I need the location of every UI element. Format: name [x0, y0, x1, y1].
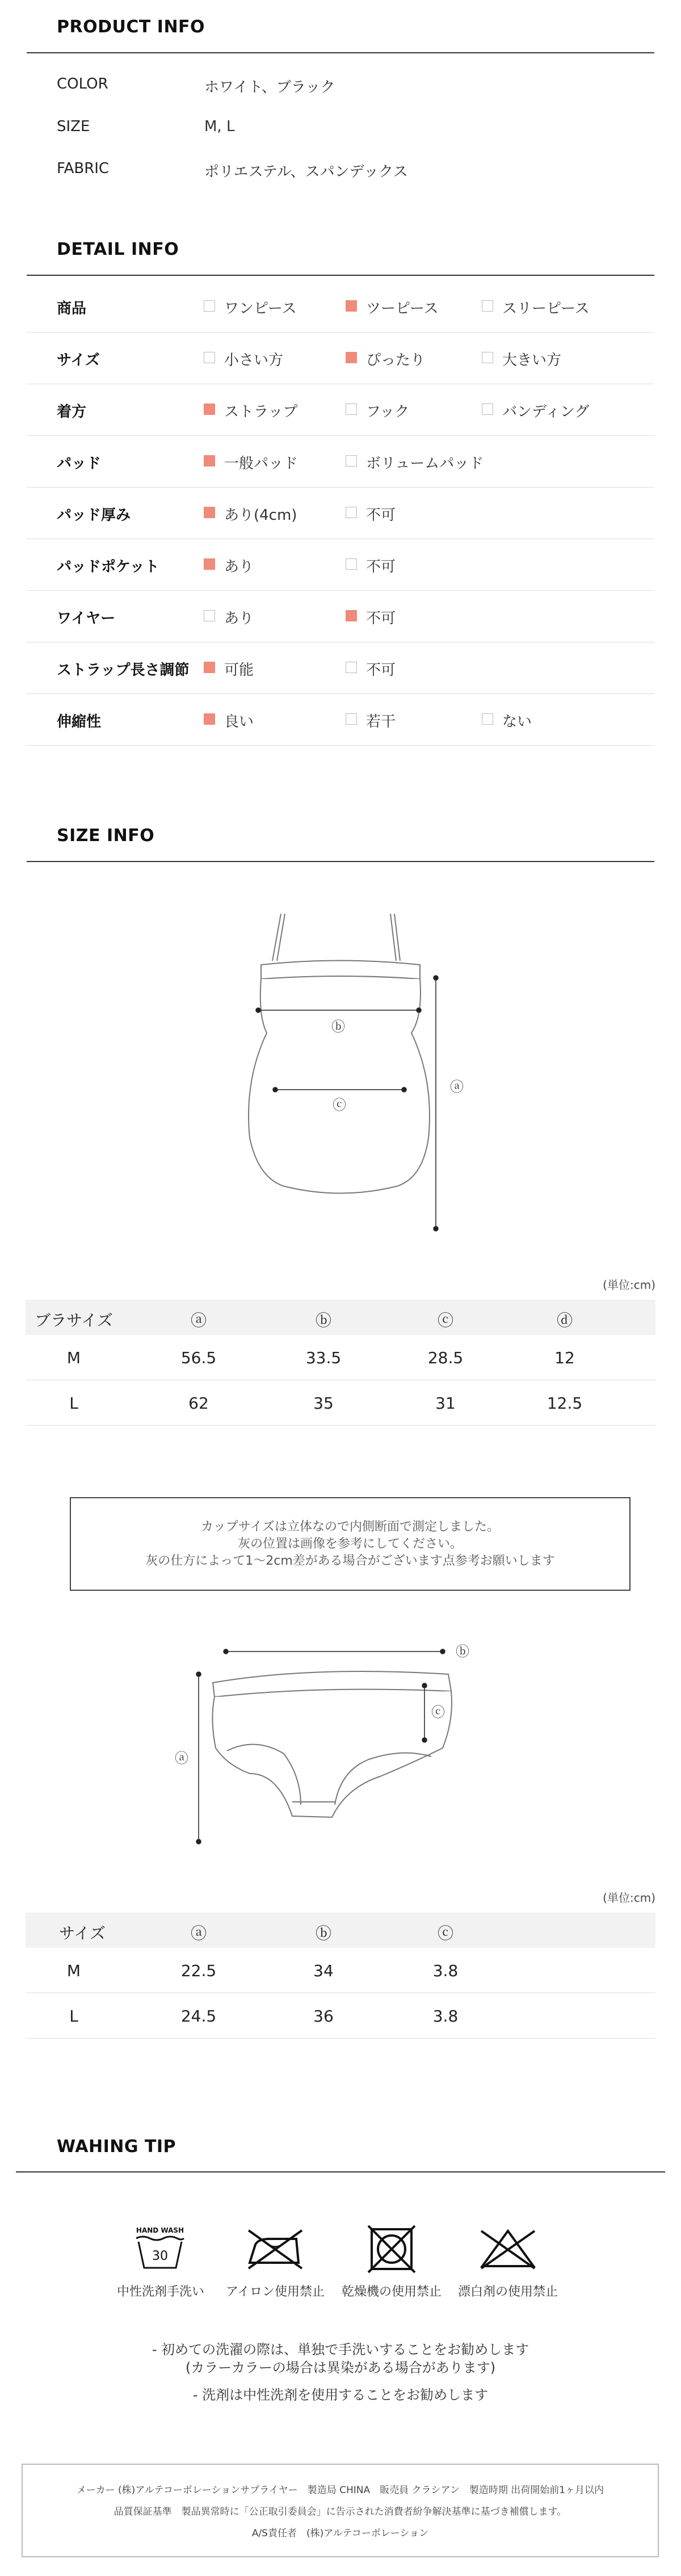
table-cell: 33.5: [305, 1348, 342, 1367]
product-info-value: M, L: [204, 118, 235, 135]
note-line: カップサイズは立体なので内側断面で測定しました。: [200, 1520, 500, 1534]
checked-checkbox: [204, 662, 215, 673]
wash-note-line: (カラーカラーの場合は異染がある場合があります): [185, 2360, 496, 2376]
unchecked-checkbox: [346, 558, 357, 570]
detail-option-label: 可能: [224, 662, 254, 679]
bra-size-table-header: [26, 1300, 655, 1335]
header-cell: サイズ: [59, 1924, 106, 1943]
table-row: [26, 1380, 655, 1426]
legal-footer: [22, 2464, 659, 2557]
unchecked-checkbox: [482, 300, 493, 312]
wash-note-line: - 初めての洗濯の際は、単独で手洗いすることをお勧めします: [152, 2342, 529, 2358]
header-cell: ⓒ: [437, 1924, 453, 1943]
unchecked-checkbox: [204, 610, 215, 621]
detail-option-label: バンディング: [502, 404, 590, 421]
bottom-size-table-header: [26, 1913, 655, 1948]
detail-row: [27, 333, 654, 384]
top-diagram-label-a: ⓐ: [450, 1079, 464, 1095]
table-cell: 12: [554, 1348, 575, 1367]
size-unit-label: (単位:cm): [603, 1278, 655, 1292]
detail-key: パッド: [57, 455, 102, 472]
detail-option-label: あり(4cm): [224, 507, 297, 524]
wash-label-no-iron: アイロン使用禁止: [225, 2285, 325, 2299]
detail-option-label: 不可: [366, 558, 396, 575]
no-iron-icon: [244, 2228, 306, 2270]
header-cell: ⓑ: [315, 1924, 331, 1943]
unchecked-checkbox: [346, 662, 357, 673]
hand-wash-icon: [132, 2225, 188, 2270]
table-cell: 22.5: [180, 1961, 217, 1980]
detail-key: パッドポケット: [57, 558, 159, 575]
header-cell: ⓒ: [437, 1311, 453, 1330]
unchecked-checkbox: [204, 352, 215, 363]
detail-row: [27, 281, 654, 333]
table-cell: 12.5: [547, 1394, 583, 1413]
unchecked-checkbox: [482, 352, 493, 363]
product-info-value: ホワイト、ブラック: [204, 79, 335, 96]
product-info-title: PRODUCT INFO: [57, 17, 205, 37]
checked-checkbox: [346, 352, 357, 363]
detail-option-label: 良い: [224, 713, 254, 730]
checked-checkbox: [204, 404, 215, 415]
table-cell: 34: [313, 1961, 334, 1980]
product-info-value: ポリエステル、スパンデックス: [204, 163, 408, 180]
detail-key: パッド厚み: [57, 507, 131, 524]
detail-key: ワイヤー: [57, 610, 116, 627]
product-info-row-color: [57, 75, 653, 98]
product-info-key: SIZE: [57, 118, 90, 135]
detail-info-rule: [27, 275, 654, 276]
detail-row: [27, 488, 654, 539]
bottom-diagram-label-c: ⓒ: [431, 1704, 445, 1720]
wash-note-line: - 洗剤は中性洗剤を使用することをお勧めします: [192, 2387, 489, 2403]
unchecked-checkbox: [346, 455, 357, 467]
top-diagram-label-c: ⓒ: [333, 1097, 346, 1113]
detail-row: [27, 539, 654, 591]
size-info-title: SIZE INFO: [57, 826, 155, 846]
detail-option-label: 不可: [366, 662, 396, 679]
checked-checkbox: [204, 507, 215, 518]
header-cell: ブラサイズ: [35, 1311, 113, 1330]
detail-option-label: 小さい方: [224, 352, 284, 369]
top-garment-diagram: [227, 911, 488, 1251]
hand-wash-text: HAND WASH: [136, 2226, 184, 2234]
table-row: [26, 1335, 655, 1380]
detail-key: ストラップ長さ調節: [57, 662, 190, 679]
unchecked-checkbox: [346, 713, 357, 725]
detail-row: [27, 694, 654, 746]
detail-key: 商品: [57, 300, 87, 317]
table-cell: M: [66, 1961, 81, 1980]
table-row: [26, 1993, 655, 2039]
washing-title: WAHING TIP: [57, 2137, 176, 2157]
detail-key: 着方: [57, 404, 87, 421]
table-cell: 36: [313, 2007, 334, 2025]
product-info-row-fabric: [57, 160, 653, 183]
detail-option-label: 若干: [366, 713, 396, 730]
detail-option-label: ぴったり: [366, 352, 426, 369]
unchecked-checkbox: [482, 713, 493, 725]
detail-option-label: 不可: [366, 610, 396, 627]
bottom-garment-diagram: [165, 1634, 494, 1861]
header-cell: ⓑ: [315, 1311, 331, 1330]
footer-line: 品質保証基準 製品異常時に「公正取引委員会」に告示された消費者紛争解決基準に基づき補償します。: [114, 2506, 567, 2518]
footer-line: A/S責任者 (株)アルテコーポレーション: [251, 2528, 429, 2539]
bottom-diagram-label-b: ⓑ: [456, 1644, 469, 1659]
detail-option-label: あり: [224, 558, 254, 575]
washing-rule: [16, 2171, 665, 2172]
table-row: [26, 1948, 655, 1993]
detail-option-label: ストラップ: [224, 404, 298, 421]
product-info-key: COLOR: [57, 75, 108, 93]
header-cell: ⓐ: [190, 1311, 207, 1330]
note-line: 灰の位置は画像を参考にしてください。: [237, 1537, 463, 1551]
checked-checkbox: [346, 610, 357, 621]
wash-label-no-bleach: 漂白剤の使用禁止: [457, 2285, 558, 2299]
detail-option-label: 不可: [366, 507, 396, 524]
detail-info-title: DETAIL INFO: [57, 239, 179, 259]
size-unit-label: (単位:cm): [603, 1891, 655, 1905]
no-tumble-dry-icon: [366, 2225, 417, 2273]
detail-option-label: ツーピース: [366, 300, 439, 317]
detail-option-label: ワンピース: [224, 300, 297, 317]
checked-checkbox: [204, 455, 215, 467]
top-diagram-label-b: ⓑ: [331, 1019, 345, 1035]
measurement-note-box: [70, 1497, 630, 1591]
table-cell: 3.8: [432, 2007, 459, 2025]
bottom-diagram-label-a: ⓐ: [175, 1750, 188, 1766]
table-cell: L: [69, 1394, 78, 1413]
table-cell: 62: [188, 1394, 209, 1413]
detail-option-label: スリーピース: [502, 300, 590, 317]
unchecked-checkbox: [346, 507, 357, 518]
table-cell: 35: [313, 1394, 334, 1413]
note-line: 灰の仕方によって1～2cm差がある場合がございます点参考お願いします: [145, 1554, 555, 1568]
checked-checkbox: [346, 300, 357, 312]
table-cell: L: [69, 2007, 78, 2025]
product-info-row-size: [57, 118, 653, 141]
detail-row: [27, 384, 654, 436]
table-cell: M: [66, 1348, 81, 1367]
checked-checkbox: [204, 713, 215, 725]
detail-option-label: ボリュームパッド: [366, 455, 484, 472]
table-cell: 31: [435, 1394, 456, 1413]
wash-label-hand-wash: 中性洗剤手洗い: [116, 2285, 204, 2299]
no-bleach-icon: [477, 2228, 539, 2270]
table-cell: 56.5: [180, 1348, 217, 1367]
product-info-rule: [27, 52, 654, 53]
detail-option-label: あり: [224, 610, 254, 627]
detail-key: サイズ: [57, 352, 100, 369]
table-cell: 28.5: [427, 1348, 464, 1367]
header-cell: ⓐ: [190, 1924, 207, 1943]
wash-label-no-dryer: 乾燥機の使用禁止: [341, 2285, 442, 2299]
footer-line: メーカー (株)アルテコーポレーションサプライヤー 製造局 CHINA 販売員 クラシアン 製造時期 出荷開始前1ヶ月以内: [76, 2485, 604, 2496]
product-info-key: FABRIC: [57, 160, 110, 177]
detail-row: [27, 436, 654, 488]
detail-row: [27, 591, 654, 642]
unchecked-checkbox: [204, 300, 215, 312]
detail-row: [27, 642, 654, 694]
detail-option-label: 大きい方: [502, 352, 562, 369]
checked-checkbox: [204, 558, 215, 570]
detail-option-label: 一般パッド: [224, 455, 299, 472]
size-info-rule: [27, 861, 654, 862]
unchecked-checkbox: [482, 404, 493, 415]
detail-option-label: ない: [502, 713, 532, 730]
detail-option-label: フック: [366, 404, 410, 421]
header-cell: ⓓ: [556, 1311, 573, 1330]
unchecked-checkbox: [346, 404, 357, 415]
table-cell: 24.5: [180, 2007, 217, 2025]
hand-wash-temp: 30: [152, 2249, 168, 2263]
detail-key: 伸縮性: [57, 713, 102, 730]
table-cell: 3.8: [432, 1961, 459, 1980]
